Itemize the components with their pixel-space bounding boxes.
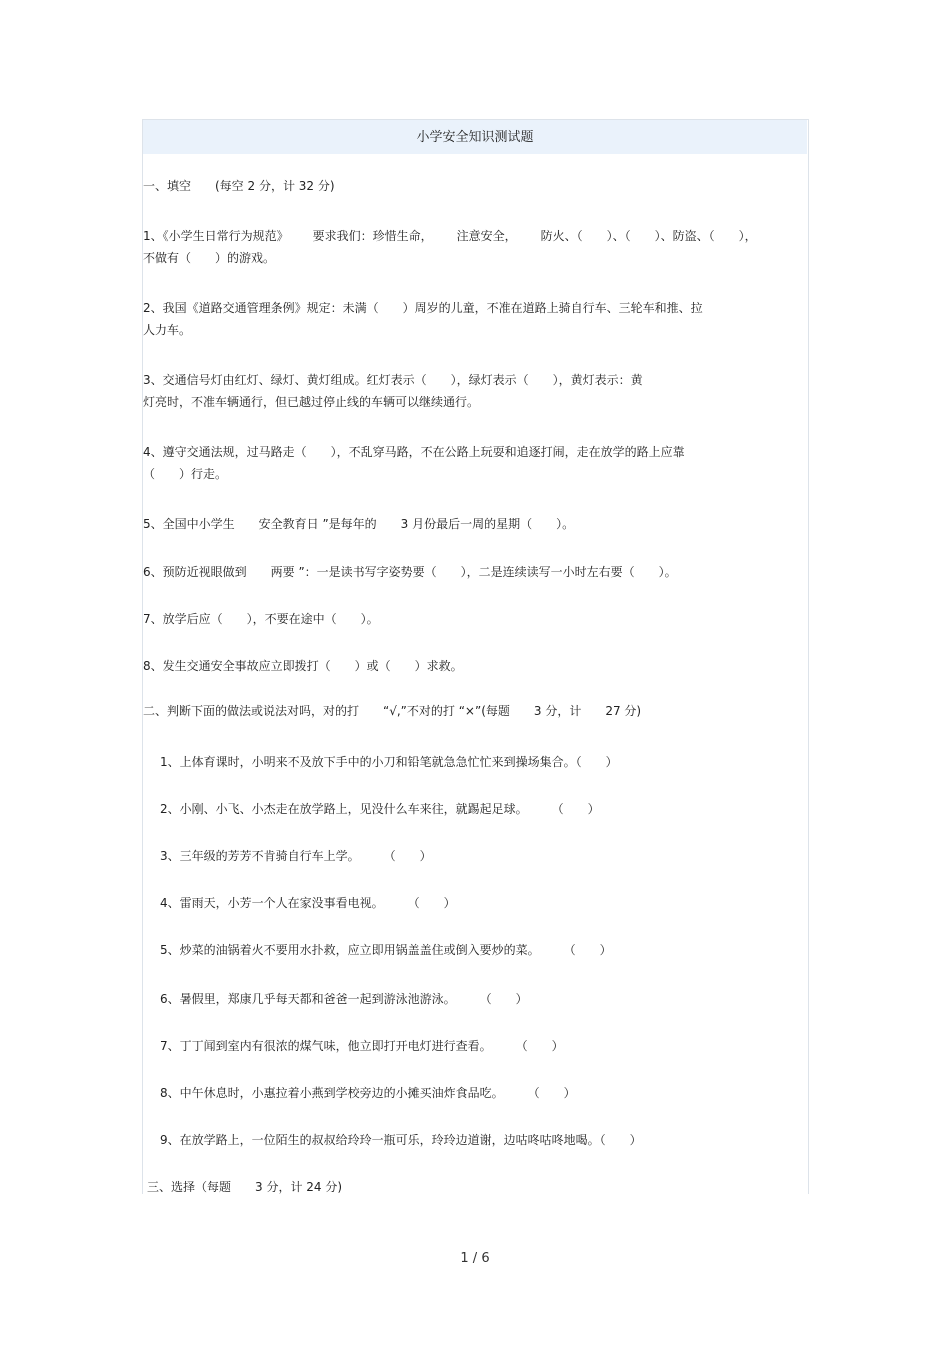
question-1-line-2: 不做有（ ）的游戏。 (143, 251, 276, 265)
question-4-line-1: 4、遵守交通法规，过马路走（ ），不乱穿马路，不在公路上玩耍和追逐打闹，走在放学的路上应靠 (143, 445, 685, 459)
judgement-item-1: 1、上体育课时，小明来不及放下手中的小刀和铅笔就急急忙忙来到操场集合。（ ） (160, 755, 618, 769)
judgement-item-9: 9、在放学路上，一位陌生的叔叔给玲玲一瓶可乐，玲玲边道谢，边咕咚咕咚地喝。（ ） (160, 1133, 642, 1147)
question-4-line-2: （ ）行走。 (143, 467, 228, 481)
judgement-item-7: 7、丁丁闻到室内有很浓的煤气味，他立即打开电灯进行查看。 （ ） (160, 1039, 564, 1053)
question-5: 5、全国中小学生 安全教育日 ”是每年的 3 月份最后一周的星期（ ）。 (143, 517, 575, 531)
judgement-item-2: 2、小刚、小飞、小杰走在放学路上，见没什么车来往，就踢起足球。 （ ） (160, 802, 600, 816)
section2-heading: 二、判断下面的做法或说法对吗，对的打 “√,”不对的打 “×”(每题 3 分，计 27 分) (143, 704, 642, 718)
judgement-item-8: 8、中午休息时，小惠拉着小燕到学校旁边的小摊买油炸食品吃。 （ ） (160, 1086, 576, 1100)
question-6: 6、预防近视眼做到 两要 ”：一是读书写字姿势要（ ），二是连续读写一小时左右要（ ）。 (143, 565, 677, 579)
question-8: 8、发生交通安全事故应立即拨打（ ）或（ ）求救。 (143, 659, 463, 673)
question-7: 7、放学后应（ ），不要在途中（ ）。 (143, 612, 379, 626)
question-1-line-1: 1、《小学生日常行为规范》 要求我们：珍惜生命， 注意安全， 防火、（ ）、（ ）、防盗、（ ）， (143, 229, 757, 243)
judgement-item-4: 4、雷雨天，小芳一个人在家没事看电视。 （ ） (160, 896, 456, 910)
judgement-item-6: 6、暑假里，郑康几乎每天都和爸爸一起到游泳池游泳。 （ ） (160, 992, 528, 1006)
question-2-line-1: 2、我国《道路交通管理条例》规定：未满（ ）周岁的儿童，不准在道路上骑自行车、三轮车和推、拉 (143, 301, 703, 315)
question-3-line-1: 3、交通信号灯由红灯、绿灯、黄灯组成。红灯表示（ ），绿灯表示（ ），黄灯表示：黄 (143, 373, 643, 387)
section1-heading: 一、填空 (每空 2 分，计 32 分) (143, 179, 335, 193)
judgement-item-5: 5、炒菜的油锅着火不要用水扑救，应立即用锅盖盖住或倒入要炒的菜。 （ ） (160, 943, 612, 957)
section3-heading: 三、选择（每题 3 分，计 24 分) (147, 1180, 343, 1194)
judgement-item-3: 3、三年级的芳芳不肯骑自行车上学。 （ ） (160, 849, 432, 863)
question-3-line-2: 灯亮时，不准车辆通行，但已越过停止线的车辆可以继续通行。 (143, 395, 480, 409)
document-title: 小学安全知识测试题 (143, 120, 807, 154)
question-2-line-2: 人力车。 (143, 323, 192, 337)
page-number: 1 / 6 (460, 1251, 490, 1266)
